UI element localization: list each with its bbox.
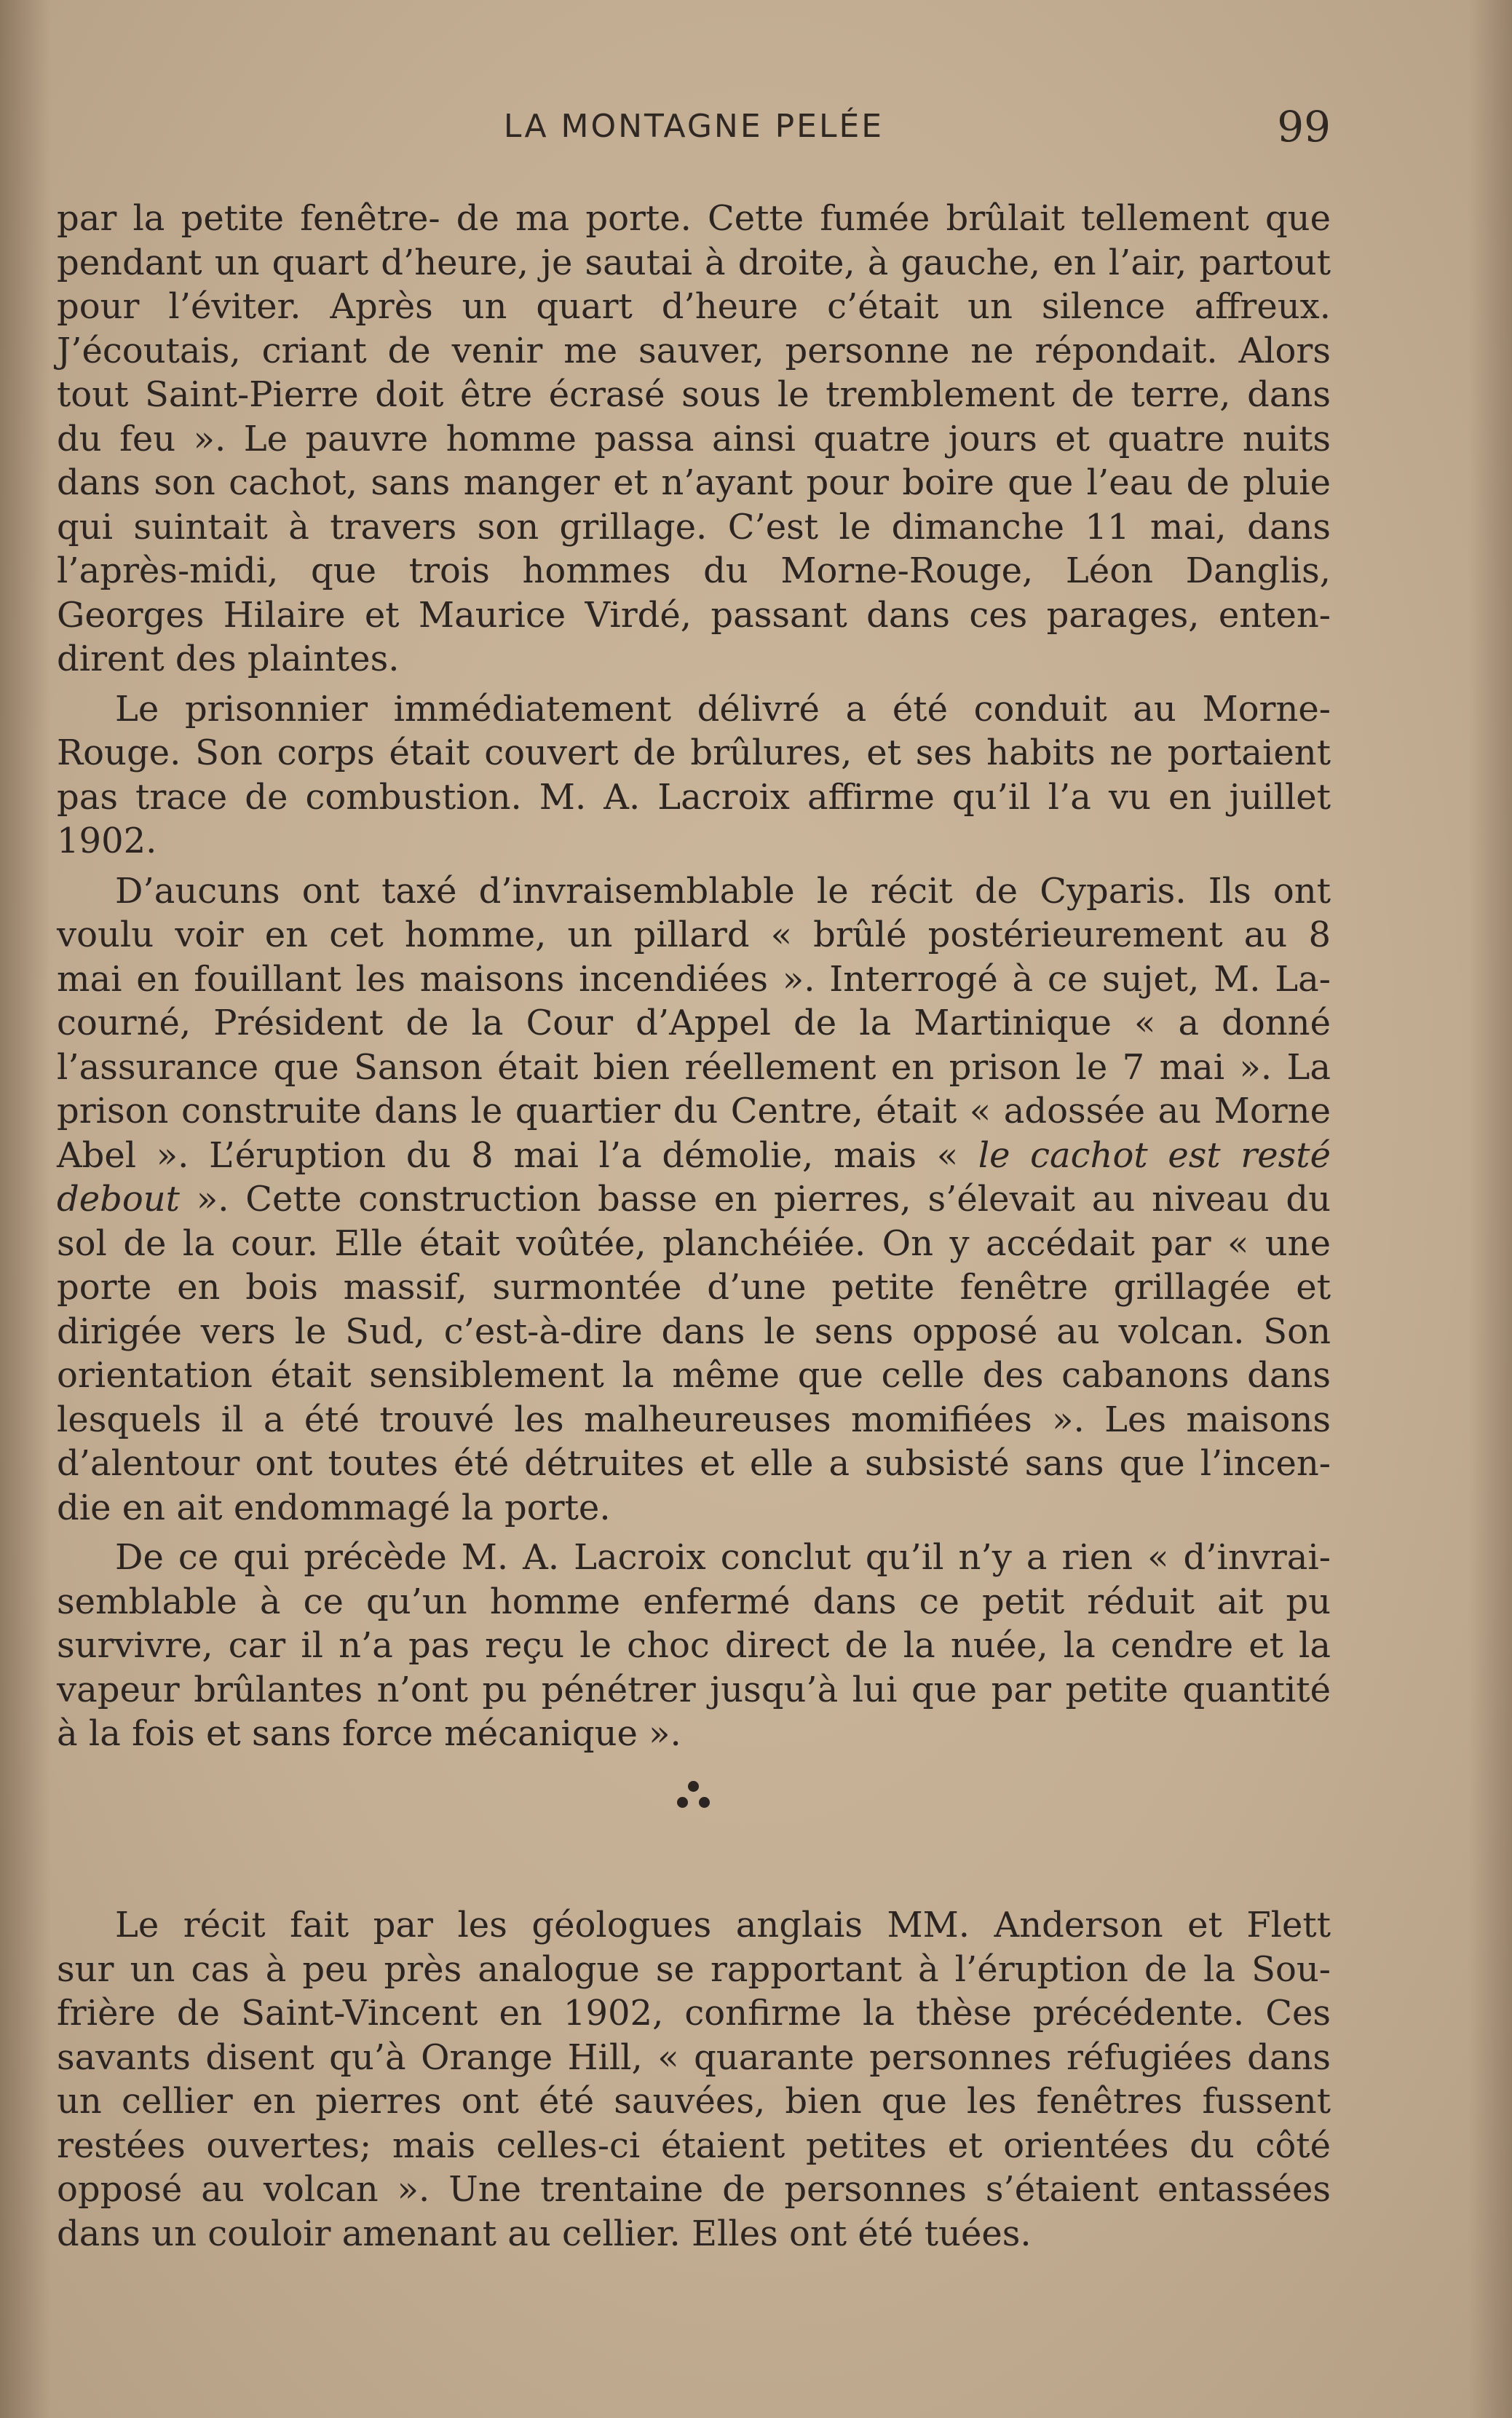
- paragraph-2: [57, 687, 1331, 864]
- paragraph-1: [57, 197, 1331, 681]
- text-line: savants disent qu’à Orange Hill, « quarante personnes réfugiées dans: [57, 2036, 1331, 2078]
- text-line: l’assurance que Sanson était bien réellement en prison le 7 mai ». La: [57, 1046, 1331, 1088]
- text-line: orientation était sensiblement la même que celle des cabanons dans: [57, 1355, 1331, 1396]
- text-line: par la petite fenêtre- de ma porte. Cette fumée brûlait tellement que: [57, 198, 1331, 239]
- text-line: sur un cas à peu près analogue se rapportant à l’éruption de la Sou-: [57, 1948, 1331, 1990]
- asterism-separator: [57, 1775, 1331, 1819]
- text-line: opposé au volcan ». Une trentaine de personnes s’étaient entassées: [57, 2169, 1331, 2210]
- page-header: [57, 102, 1331, 153]
- text-line: sol de la cour. Elle était voûtée, planchéiée. On y accédait par « une: [57, 1222, 1331, 1264]
- text-line: prison construite dans le quartier du Centre, était « adossée au Morne: [57, 1091, 1331, 1131]
- text-line: voulu voir en cet homme, un pillard « brûlé postérieurement au 8: [57, 914, 1331, 955]
- text-line: vapeur brûlantes n’ont pu pénétrer jusqu’à lui que par petite quantité: [57, 1669, 1331, 1710]
- text-line: Le prisonnier immédiatement délivré a été conduit au Morne-: [115, 688, 1331, 730]
- page-edge-shadow-right: [1468, 0, 1512, 2418]
- text-line: D’aucuns ont taxé d’invraisemblable le récit de Cyparis. Ils ont: [115, 870, 1331, 912]
- text-line: un cellier en pierres ont été sauvées, bien que les fenêtres fussent: [57, 2081, 1331, 2122]
- text-line: pour l’éviter. Après un quart d’heure c’était un silence affreux.: [57, 286, 1331, 327]
- text-line: à la fois et sans force mécanique ».: [57, 1713, 681, 1754]
- body-text-section-2: [57, 1903, 1331, 2256]
- text-line: qui suintait à travers son grillage. C’est le dimanche 11 mai, dans: [57, 506, 1331, 548]
- text-line: [57, 1134, 1331, 1178]
- running-title: LA MONTAGNE PELÉE: [503, 108, 884, 145]
- text-line: die en ait endommagé la porte.: [57, 1487, 611, 1528]
- text-line: mai en fouillant les maisons incendiées ». Interrogé à ce sujet, M. La-: [57, 958, 1331, 1000]
- text-line: restées ouvertes; mais celles-ci étaient petites et orientées du côté: [57, 2125, 1331, 2166]
- text-line: du feu ». Le pauvre homme passa ainsi quatre jours et quatre nuits: [57, 418, 1331, 459]
- text-line: Georges Hilaire et Maurice Virdé, passant dans ces parages, enten-: [57, 594, 1331, 636]
- text-line: dirigée vers le Sud, c’est-à-dire dans le sens opposé au volcan. Son: [57, 1311, 1331, 1352]
- text-line: d’alentour ont toutes été détruites et elle a subsisté sans que l’incen-: [57, 1443, 1331, 1484]
- page-number: 99: [1277, 102, 1331, 151]
- text-line: lesquels il a été trouvé les malheureuses momifiées ». Les maisons: [57, 1399, 1331, 1440]
- page-edge-shadow-left: [0, 0, 51, 2418]
- text-line: dans son cachot, sans manger et n’ayant pour boire que l’eau de pluie: [57, 462, 1331, 503]
- paragraph-4: [57, 1536, 1331, 1756]
- text-line: De ce qui précède M. A. Lacroix conclut qu’il n’y a rien « d’invrai-: [115, 1537, 1331, 1578]
- asterism-dot: [688, 1781, 699, 1792]
- asterism-dot: [677, 1797, 688, 1808]
- text-line: Le récit fait par les géologues anglais MM. Anderson et Flett: [115, 1905, 1331, 1945]
- text-fragment: ». Cette construction basse en pierres, s’élevait au niveau du: [179, 1179, 1331, 1220]
- text-line: 1902.: [57, 821, 157, 861]
- text-line: dans un couloir amenant au cellier. Elles ont été tuées.: [57, 2213, 1032, 2254]
- text-line: pas trace de combustion. M. A. Lacroix affirme qu’il l’a vu en juillet: [57, 776, 1331, 818]
- paragraph-5: [57, 1903, 1331, 2256]
- text-line: l’après-midi, que trois hommes du Morne-Rouge, Léon Danglis,: [57, 550, 1331, 591]
- italic-fragment: debout: [57, 1179, 180, 1220]
- text-line: [57, 1177, 1331, 1222]
- body-text: [57, 197, 1331, 1819]
- text-line: dirent des plaintes.: [57, 639, 400, 679]
- paragraph-3: [57, 869, 1331, 1530]
- text-line: survivre, car il n’a pas reçu le choc direct de la nuée, la cendre et la: [57, 1625, 1331, 1666]
- asterism-dot: [699, 1797, 710, 1808]
- italic-fragment: le cachot est resté: [978, 1134, 1331, 1176]
- text-line: J’écoutais, criant de venir me sauver, personne ne répondait. Alors: [57, 330, 1331, 371]
- text-line: Rouge. Son corps était couvert de brûlures, et ses habits ne portaient: [57, 732, 1331, 773]
- text-fragment: Abel ». L’éruption du 8 mai l’a démolie, mais «: [57, 1134, 978, 1176]
- text-line: courné, Président de la Cour d’Appel de la Martinique « a donné: [57, 1003, 1331, 1043]
- text-line: tout Saint-Pierre doit être écrasé sous le tremblement de terre, dans: [57, 374, 1331, 415]
- text-line: frière de Saint-Vincent en 1902, confirme la thèse précédente. Ces: [57, 1993, 1331, 2034]
- text-line: pendant un quart d’heure, je sautai à droite, à gauche, en l’air, partout: [57, 242, 1331, 283]
- text-line: semblable à ce qu’un homme enfermé dans ce petit réduit ait pu: [57, 1581, 1331, 1622]
- text-line: porte en bois massif, surmontée d’une petite fenêtre grillagée et: [57, 1267, 1331, 1308]
